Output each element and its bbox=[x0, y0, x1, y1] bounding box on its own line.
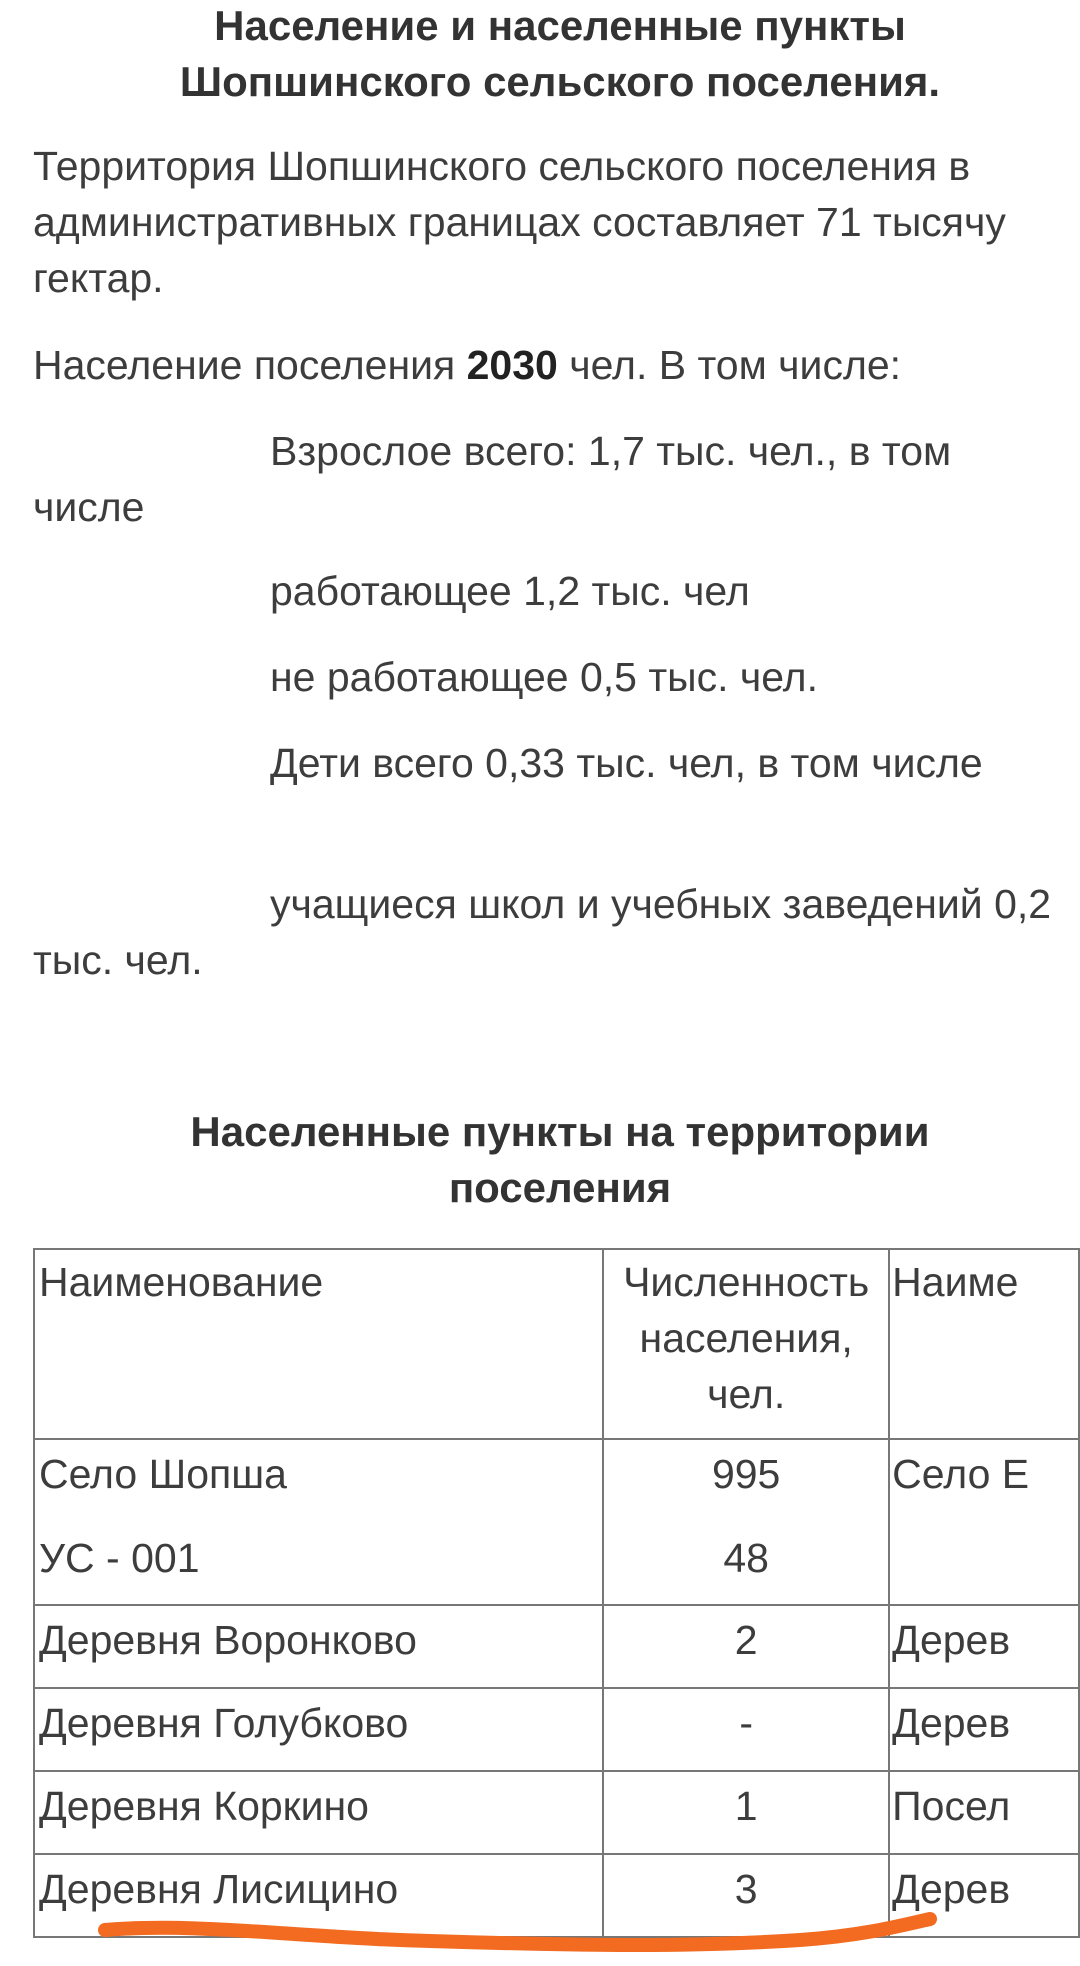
settlement-name: Деревня Голубково bbox=[34, 1688, 603, 1771]
children-paragraph bbox=[33, 735, 1073, 791]
table-row bbox=[34, 1605, 1079, 1688]
population-suffix: чел. В том числе: bbox=[557, 342, 902, 388]
settlement-name-2: Село Е bbox=[889, 1439, 1079, 1605]
table-row bbox=[34, 1854, 1079, 1937]
population-value: 2030 bbox=[466, 342, 558, 388]
section-title bbox=[0, 1104, 1080, 1216]
settlement-sub-name: УС - 001 bbox=[39, 1535, 200, 1581]
not-working-paragraph bbox=[33, 649, 1073, 705]
not-working-text: не работающее 0,5 тыс. чел. bbox=[270, 654, 818, 700]
table-row bbox=[34, 1439, 1079, 1605]
settlement-count: - bbox=[603, 1688, 889, 1771]
settlement-name: Деревня Воронково bbox=[34, 1605, 603, 1688]
page-title-line-1: Население и населенные пункты bbox=[214, 2, 906, 49]
working-text: работающее 1,2 тыс. чел bbox=[270, 568, 750, 614]
settlement-name-2: Дерев bbox=[889, 1854, 1079, 1937]
working-paragraph bbox=[33, 563, 1073, 619]
children-text: Дети всего 0,33 тыс. чел, в том числе bbox=[270, 740, 983, 786]
settlement-name: Деревня Коркино bbox=[34, 1771, 603, 1854]
settlement-count: 2 bbox=[603, 1605, 889, 1688]
adults-text: Взрослое всего: 1,7 тыс. чел., в том числе bbox=[33, 428, 952, 530]
table-header-row bbox=[34, 1249, 1079, 1439]
settlement-name-2: Дерев bbox=[889, 1605, 1079, 1688]
students-text: учащиеся школ и учебных заведений 0,2 тыс. чел. bbox=[33, 881, 1052, 983]
table-row bbox=[34, 1771, 1079, 1854]
section-title-line-1: Населенные пункты на территории bbox=[190, 1108, 930, 1155]
settlements-table bbox=[33, 1248, 1080, 1938]
settlement-count: 3 bbox=[603, 1854, 889, 1937]
population-paragraph bbox=[33, 337, 1073, 393]
header-name-2: Наиме bbox=[889, 1249, 1079, 1439]
settlement-name: Деревня Лисицино bbox=[34, 1854, 603, 1937]
territory-paragraph: Территория Шопшинского сельского поселения в административных границах составляет 71 тысячу гектар. bbox=[33, 143, 1006, 301]
settlement-count: 995 bbox=[711, 1451, 781, 1497]
settlement-name: Село Шопша bbox=[39, 1451, 287, 1497]
header-name: Наименование bbox=[34, 1249, 603, 1439]
page-title-line-2: Шопшинского сельского поселения. bbox=[179, 58, 941, 105]
settlement-name-2: Дерев bbox=[889, 1688, 1079, 1771]
page-title bbox=[0, 0, 1080, 110]
settlement-count: 1 bbox=[603, 1771, 889, 1854]
settlement-sub-count: 48 bbox=[723, 1535, 769, 1581]
section-title-line-2: поселения bbox=[448, 1164, 672, 1211]
table-row bbox=[34, 1688, 1079, 1771]
header-population: Численность населения, чел. bbox=[603, 1249, 889, 1439]
adults-paragraph bbox=[33, 423, 1073, 535]
settlement-count-cell bbox=[603, 1439, 889, 1605]
population-prefix: Население поселения bbox=[33, 342, 467, 388]
settlement-name-2: Посел bbox=[889, 1771, 1079, 1854]
settlement-name-cell bbox=[34, 1439, 603, 1605]
students-paragraph bbox=[33, 876, 1073, 988]
